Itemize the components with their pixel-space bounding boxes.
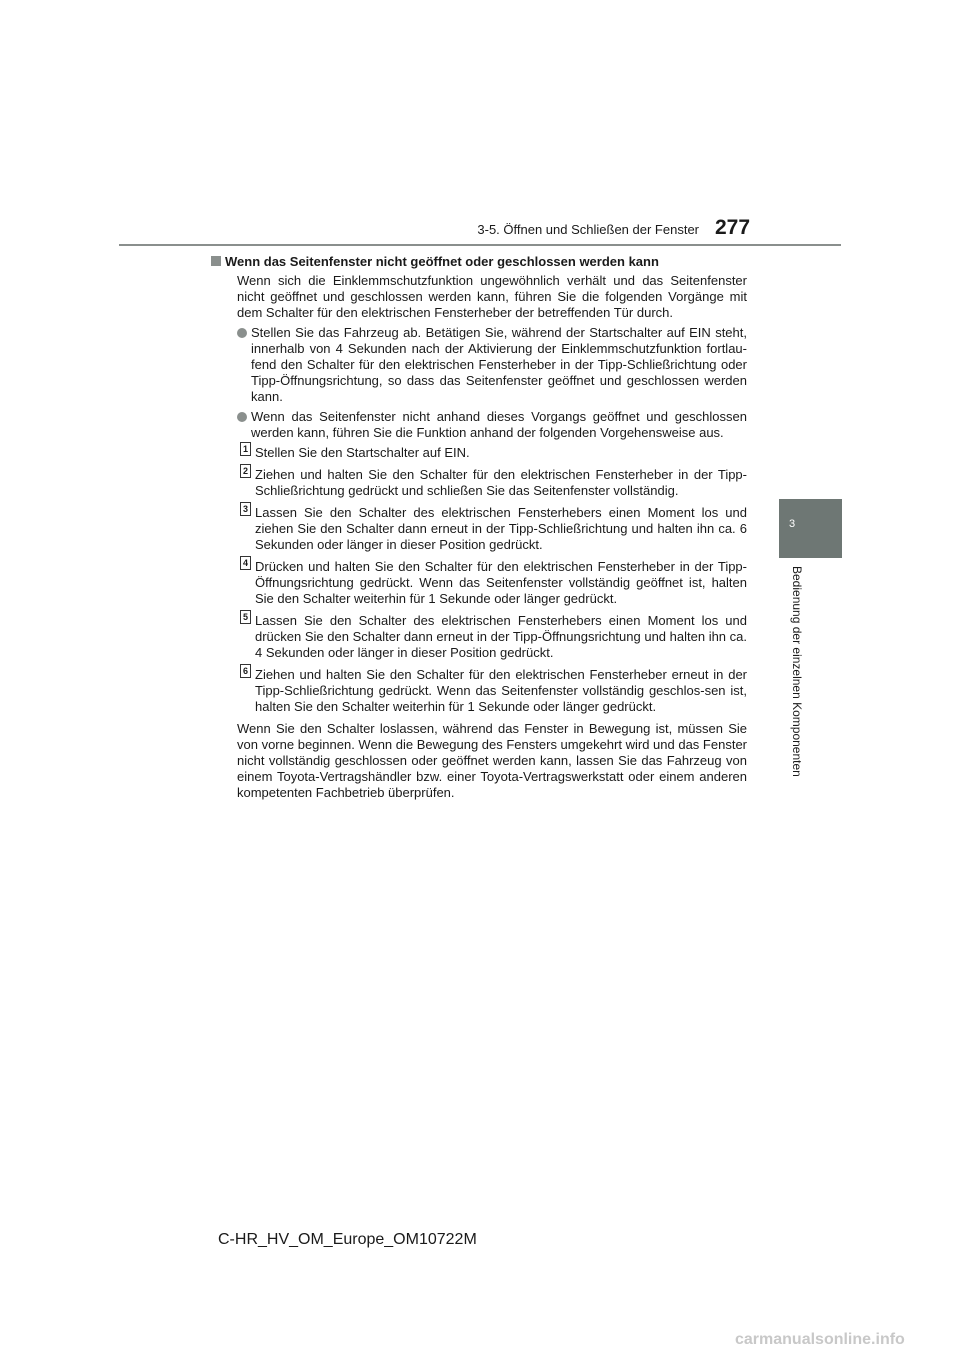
document-code: C-HR_HV_OM_Europe_OM10722M <box>218 1231 477 1248</box>
step-number-badge: 5 <box>240 610 251 624</box>
step-text: Ziehen und halten Sie den Schalter für den elektrischen Fensterheber erneut in der Tipp-Schließrichtung gedrückt. Wenn das Seitenfenster vollständig geschlos-sen ist, halten Sie den Schalter weiterhin für 1 Sekunde oder länger gedrückt. <box>255 667 747 714</box>
step-number-badge: 2 <box>240 464 251 478</box>
bullet-item <box>237 325 747 405</box>
step-text: Lassen Sie den Schalter des elektrischen Fensterhebers einen Moment los und drücken Sie den Schalter dann erneut in der Tipp-Öffnungsrichtung und halten ihn ca. 4 Sekunden oder länger in dieser Position gedrückt. <box>255 613 747 660</box>
step-item <box>242 504 747 553</box>
step-item <box>242 466 747 499</box>
step-item <box>242 558 747 607</box>
watermark-text: carmanualsonline.info <box>735 1331 905 1348</box>
intro-paragraph: Wenn sich die Einklemmschutzfunktion ungewöhnlich verhält und das Seitenfenster nicht geöffnet und geschlossen werden kann, führen Sie die folgenden Vorgänge mit dem Schalter für den elektrischen Fensterheber der betreffenden Tür durch. <box>237 273 747 320</box>
step-text: Stellen Sie den Startschalter auf EIN. <box>255 445 470 460</box>
closing-paragraph: Wenn Sie den Schalter loslassen, während das Fenster in Bewegung ist, müssen Sie von vorne beginnen. Wenn die Bewegung des Fensters umgekehrt wird und das Fenster nicht vollständig geschlossen oder geöffnet werden kann, lassen Sie das Fahrzeug von einem Toyota-Vertragshändler bzw. einer Toyota-Vertragswerkstatt oder einem anderen kompetenten Fachbetrieb überprüfen. <box>237 721 747 800</box>
bullet-item <box>237 409 747 441</box>
circle-bullet-icon <box>237 328 247 338</box>
step-number-badge: 3 <box>240 502 251 516</box>
step-number-badge: 6 <box>240 664 251 678</box>
circle-bullet-icon <box>237 412 247 422</box>
step-text: Ziehen und halten Sie den Schalter für den elektrischen Fensterheber in der Tipp-Schließrichtung gedrückt und schließen Sie das Seitenfenster vollständig. <box>255 467 747 498</box>
step-text: Lassen Sie den Schalter des elektrischen Fensterhebers einen Moment los und ziehen Sie den Schalter dann erneut in der Tipp-Schließrichtung und halten ihn ca. 6 Sekunden oder länger in dieser Position gedrückt. <box>255 505 747 552</box>
bullet-text: Wenn das Seitenfenster nicht anhand dieses Vorgangs geöffnet und geschlossen werden kann, führen Sie die Funktion anhand der folgenden Vorgehensweise aus. <box>251 409 747 440</box>
step-item <box>242 444 747 461</box>
page-number: 277 <box>715 216 751 239</box>
section-heading-text: Wenn das Seitenfenster nicht geöffnet oder geschlossen werden kann <box>225 254 659 269</box>
section-heading <box>211 254 747 270</box>
step-item <box>242 612 747 661</box>
main-content <box>211 254 747 805</box>
step-text: Drücken und halten Sie den Schalter für den elektrischen Fensterheber in der Tipp-Öffnungsrichtung gedrückt. Wenn das Seitenfenster vollständig geöffnet ist, halten Sie den Schalter weiterhin für 1 Sekunde oder länger gedrückt. <box>255 559 747 606</box>
step-number-badge: 4 <box>240 556 251 570</box>
chapter-side-label: Bedienung der einzelnen Komponenten <box>790 566 804 777</box>
step-item <box>242 666 747 715</box>
square-bullet-icon <box>211 256 221 266</box>
chapter-tab-number: 3 <box>789 518 796 530</box>
header-divider <box>119 244 841 246</box>
chapter-title: 3-5. Öffnen und Schließen der Fenster <box>477 222 699 237</box>
step-number-badge: 1 <box>240 442 251 456</box>
bullet-text: Stellen Sie das Fahrzeug ab. Betätigen Sie, während der Startschalter auf EIN steht, innerhalb von 4 Sekunden nach der Aktivierung der Einklemmschutzfunktion fortlau-fend den Schalter für den elektrischen Fensterheber in der Tipp-Schließrichtung oder Tipp-Öffnungsrichtung, so dass das Seitenfenster geöffnet und geschlossen werden kann. <box>251 325 747 404</box>
